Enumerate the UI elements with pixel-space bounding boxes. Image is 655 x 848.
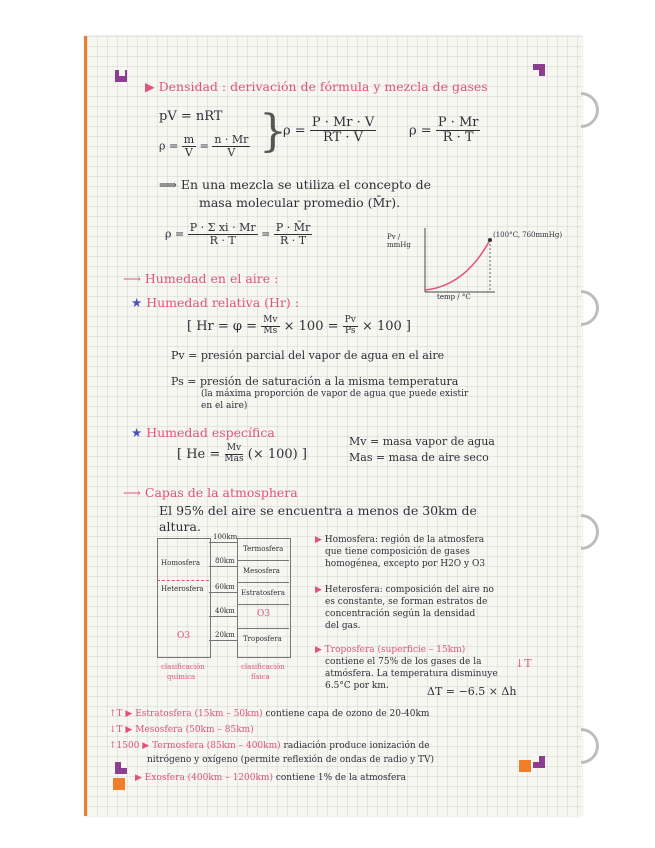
heterosfera-definition-1: ▶ Heterosfera: composición del aire no <box>315 585 494 595</box>
specific-humidity-formula: [ He = $\frac{Mv}{\text{Mas}}$ (× 100) ] <box>177 443 307 464</box>
ps-definition: Ps = presión de saturación a la misma temperatura <box>171 375 459 388</box>
altitude-100km: 100km <box>213 533 238 541</box>
ideal-gas-law: pV = nRT <box>159 109 223 124</box>
mesosfera-line: ↓T ▶ Mesosfera (50km – 85km) <box>109 725 254 735</box>
physical-caption-1: clasificación <box>241 663 285 671</box>
chemical-caption-1: clasificación <box>161 663 205 671</box>
estratosfera-line: ↑T ▶ Estratosfera (15km – 50km) contiene capa de ozono de 20-40km <box>109 709 430 719</box>
layers-intro-line2: altura. <box>159 519 201 534</box>
notebook-page <box>84 36 582 816</box>
layer-divider <box>237 604 289 605</box>
mezcla-text-line2: masa molecular promedio (M̄r). <box>199 195 401 210</box>
physical-caption-2: física <box>251 673 270 681</box>
section-title-humidity: ⟶ Humedad en el aire : <box>123 271 279 286</box>
specific-humidity-heading: ★ Humedad específica <box>131 425 275 440</box>
layer-divider <box>209 640 237 641</box>
troposfera-title: ▶ Troposfera (superficie – 15km) <box>315 645 466 655</box>
corner-mark-bottom-left <box>115 762 127 774</box>
layer-heterosfera: Heterosfera <box>161 585 204 593</box>
binder-ring <box>556 85 607 136</box>
section-title-density: ▶ Densidad : derivación de fórmula y mezcla de gases <box>145 79 488 94</box>
altitude-60km: 60km <box>215 583 235 591</box>
mezcla-text-line1: ⟹ En una mezcla se utiliza el concepto de <box>159 177 431 192</box>
troposfera-temp-arrow: ↓T <box>515 657 532 670</box>
termosfera-line-2: nitrógeno y oxígeno (permite reflexión de ondas de radio y TV) <box>147 755 435 765</box>
binder-ring <box>556 507 607 558</box>
section-title-layers: ⟶ Capas de la atmosphera <box>123 485 298 500</box>
layer-termosfera: Termosfera <box>243 545 284 553</box>
brace: } <box>259 106 287 157</box>
layer-divider <box>237 582 289 583</box>
heterosfera-definition-4: del gas. <box>325 621 361 631</box>
troposfera-def-2: contiene el 75% de los gases de la <box>325 657 482 667</box>
mas-definition: Mas = masa de aire seco <box>349 451 489 464</box>
layer-estratosfera: Estratosfera <box>241 589 285 597</box>
mezcla-formula: ρ = $\frac{\text{P · Σ xi · Mr}}{R \cdot T}$ = $\frac{P \cdot M̄r}{R \cdot T}$ <box>165 221 311 248</box>
homosfera-definition-2: que tiene composición de gases <box>325 547 470 557</box>
layer-divider <box>209 616 237 617</box>
troposfera-def-3: atmósfera. La temperatura disminuye <box>325 669 498 679</box>
homosfera-definition-1: ▶ Homosfera: región de la atmosfera <box>315 535 485 545</box>
layer-homosfera: Homosfera <box>161 559 201 567</box>
rho-main-formula: ρ = $\frac{P \cdot Mr \cdot V}{RT \cdot V}$ <box>283 115 375 146</box>
orange-square-mark <box>519 760 531 772</box>
altitude-80km: 80km <box>215 557 235 565</box>
ozone-physical: O3 <box>257 609 271 619</box>
layer-divider <box>237 560 289 561</box>
rho-final-formula: ρ = $\frac{P \cdot Mr}{R \cdot T}$ <box>409 115 479 146</box>
layer-divider <box>209 542 237 543</box>
binder-ring <box>556 721 607 772</box>
graph-y-label: Pv / mmHg <box>387 233 411 249</box>
homosfera-definition-3: homogénea, excepto por H2O y O3 <box>325 559 486 569</box>
boundary-dash <box>157 580 209 581</box>
ozone-chemical: O3 <box>177 631 191 641</box>
graph-point-label: (100°C, 760mmHg) <box>493 231 563 239</box>
layer-troposfera: Troposfera <box>243 635 282 643</box>
termosfera-line: ↑1500 ▶ Termosfera (85km – 400km) radiación produce ionización de <box>109 741 430 751</box>
layers-intro-line1: El 95% del aire se encuentra a menos de 30km de <box>159 503 477 518</box>
graph-x-label: temp / °C <box>437 293 471 301</box>
orange-square-mark <box>113 778 125 790</box>
layer-mesosfera: Mesosfera <box>243 567 280 575</box>
altitude-40km: 40km <box>215 607 235 615</box>
corner-mark-top-left <box>115 70 127 82</box>
pv-definition: Pv = presión parcial del vapor de agua en el aire <box>171 349 445 362</box>
troposfera-def-4: 6.5°C por km. <box>325 681 389 691</box>
altitude-20km: 20km <box>215 631 235 639</box>
layer-divider <box>209 566 237 567</box>
heterosfera-definition-2: es constante, se forman estratos de <box>325 597 488 607</box>
troposfera-delta: ΔT = −6.5 × Δh <box>427 685 517 698</box>
corner-mark-bottom-right <box>533 756 545 768</box>
ps-definition-note-end: en el aire) <box>201 401 248 411</box>
relative-humidity-heading: ★ Humedad relativa (Hr) : <box>131 295 299 310</box>
chemical-caption-2: química <box>167 673 196 681</box>
ps-definition-note: (la máxima proporción de vapor de agua que puede existir <box>201 389 469 399</box>
exosfera-line: ▶ Exosfera (400km – 1200km) contiene 1% de la atmosfera <box>135 773 406 783</box>
mv-definition: Mv = masa vapor de agua <box>349 435 495 448</box>
layer-divider <box>209 592 237 593</box>
relative-humidity-formula: [ Hr = φ = $\frac{Mv}{Ms}$ × 100 = $\frac{Pv}{Ps}$ × 100 ] <box>187 315 411 336</box>
rho-derivation: ρ = $\frac{m}{V}$ = $\frac{n \cdot Mr}{V}$ <box>159 133 249 160</box>
layer-divider <box>237 628 289 629</box>
heterosfera-definition-3: concentración según la densidad <box>325 609 476 619</box>
corner-mark-top-right <box>533 64 545 76</box>
